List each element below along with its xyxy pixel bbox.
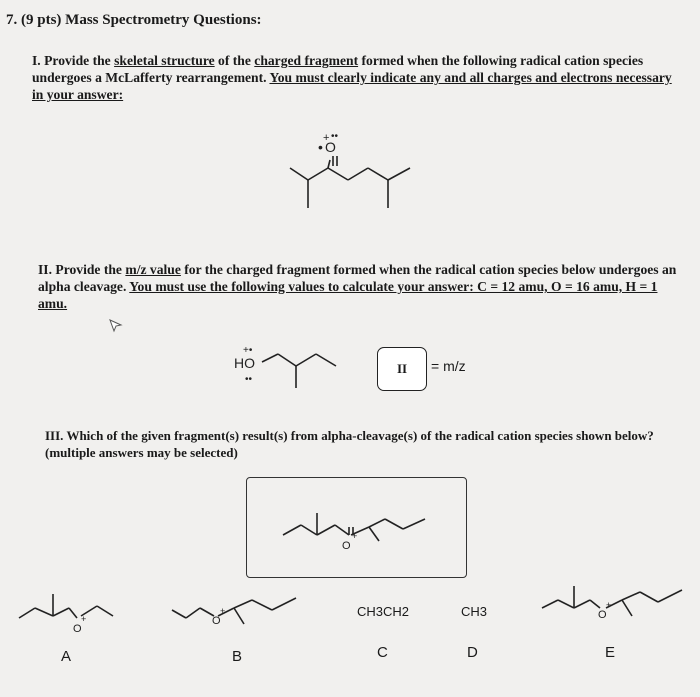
svg-text:••: •• [331, 131, 339, 142]
svg-text:+: + [323, 132, 330, 144]
answer-value: II [396, 361, 408, 376]
question-title: 7. (9 pts) Mass Spectrometry Questions: [6, 12, 262, 28]
svg-text:+: + [606, 600, 612, 610]
svg-text:O: O [325, 139, 336, 155]
part-2-prompt: II. Provide the m/z value for the charged fragment formed when the radical cation species below undergoes an alpha cleavage. You must use the following values to calculate your answer: C = 12 amu, O = 16 amu, H = 1 amu. [38, 262, 677, 311]
part-1-molecule [280, 130, 420, 215]
svg-text:HO: HO [234, 355, 255, 371]
part-3-molecule [275, 505, 435, 565]
answer-input[interactable] [377, 347, 427, 391]
option-c-fragment: CH3CH2 [357, 604, 410, 619]
svg-text:+•: +• [243, 345, 253, 356]
option-a-label[interactable]: A [61, 648, 72, 665]
part-2-numeral: II. [38, 262, 52, 277]
option-e-label[interactable]: E [605, 644, 616, 661]
svg-text:+: + [352, 531, 358, 541]
svg-text:O: O [73, 623, 82, 635]
option-b-label[interactable]: B [232, 648, 243, 665]
svg-text:O: O [342, 540, 351, 552]
part-2-molecule [228, 340, 348, 392]
option-d-fragment: CH3 [461, 604, 488, 619]
cursor-icon [108, 318, 124, 334]
option-e-fragment [538, 580, 688, 634]
svg-text:O: O [212, 615, 221, 627]
svg-text:•: • [318, 139, 323, 155]
svg-text:••: •• [245, 374, 253, 385]
part-1-numeral: I. [32, 53, 41, 68]
svg-text:O: O [598, 609, 607, 621]
option-d-label[interactable]: D [467, 644, 478, 661]
option-b-fragment [168, 588, 303, 638]
m-z-label: = m/z [431, 358, 466, 374]
svg-text:+: + [220, 606, 226, 616]
option-a-fragment [15, 586, 125, 640]
option-c-label[interactable]: C [377, 644, 388, 661]
part-1-prompt: I. Provide the skeletal structure of the charged fragment formed when the following radical cation species undergoes a McLafferty rearrangement. You must clearly indicate any and all charges and electrons necessary in your answer: [32, 53, 672, 102]
part-3-numeral: III. [45, 428, 64, 443]
part-3-prompt: III. Which of the given fragment(s) result(s) from alpha-cleavage(s) of the radical cation species shown below? (multiple answers may be selected) [45, 428, 654, 460]
svg-text:+: + [81, 614, 87, 624]
